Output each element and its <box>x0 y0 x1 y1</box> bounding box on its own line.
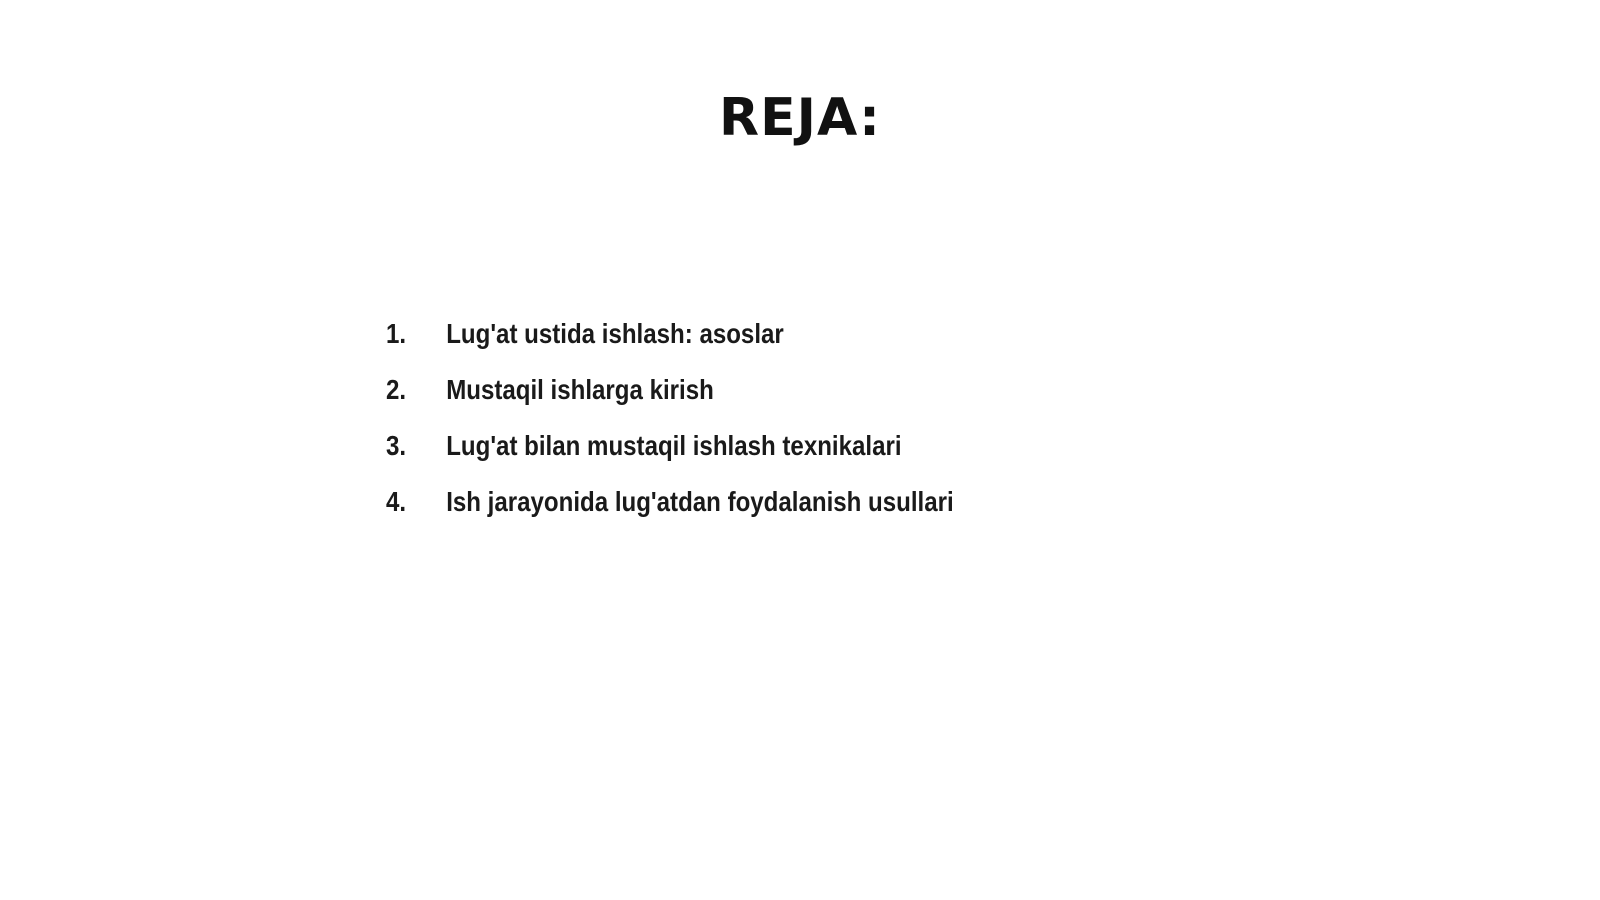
list-item-number: 2. <box>386 374 407 405</box>
list-item-text: Ish jarayonida lug'atdan foydalanish usullari <box>446 486 954 517</box>
list-item <box>386 430 954 486</box>
list-item-text: Lug'at bilan mustaqil ishlash texnikalari <box>446 430 902 461</box>
list-item-number: 1. <box>386 318 407 349</box>
list-item <box>386 486 954 542</box>
list-item-text: Lug'at ustida ishlash: asoslar <box>446 318 784 349</box>
list-item-text: Mustaqil ishlarga kirish <box>446 374 714 405</box>
slide-title: REJA: <box>719 88 881 148</box>
list-item-number: 4. <box>386 486 407 517</box>
list-item-number: 3. <box>386 430 407 461</box>
plan-list <box>386 318 1046 542</box>
list-item <box>386 374 954 430</box>
list-item <box>386 318 954 374</box>
